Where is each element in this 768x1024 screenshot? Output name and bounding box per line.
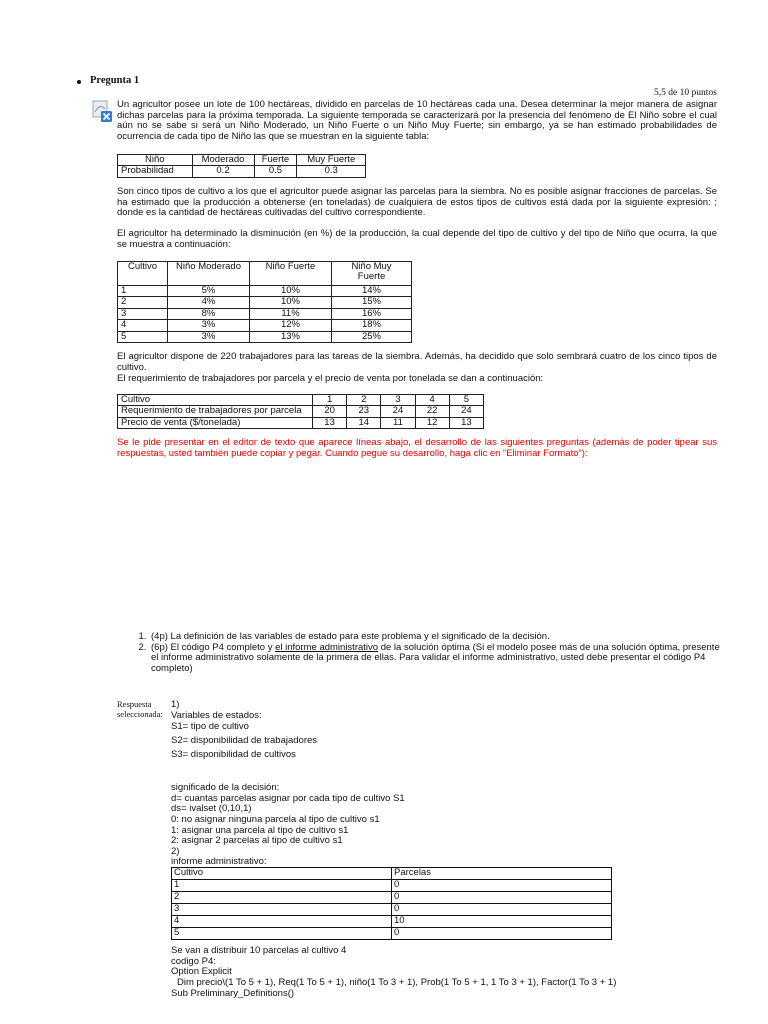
- answer-line: 1): [171, 699, 180, 710]
- state-s3: S3= disponibilidad de cultivos: [171, 749, 296, 760]
- table-row: [118, 297, 412, 308]
- dis-cell: 10%: [250, 286, 332, 297]
- probability-table: [117, 154, 366, 178]
- state-s1: S1= tipo de cultivo: [171, 721, 249, 732]
- answer-line: informe administrativo:: [171, 856, 267, 868]
- req-cell: 14: [347, 417, 381, 428]
- response-label-line: seleccionada:: [117, 708, 163, 719]
- dis-cell: 5%: [168, 286, 250, 297]
- admin-report-table: [171, 867, 612, 940]
- paragraph-cultivos: Son cinco tipos de cultivo a los que el agricultor puede asignar las parcelas para la siembra. No es posible asignar fracciones de parcelas. Se ha estimado que la producción a obtenerse (en toneladas) de cualquiera de estos tipos de cultivos está dada por la siguiente expresión: ; donde es la cantidad de hectáreas cultivadas del cultivo correspondiente.: [117, 186, 717, 219]
- disminucion-table: [117, 261, 412, 343]
- response-label: [117, 700, 163, 720]
- req-cell: 1: [313, 395, 347, 406]
- question-score: 5,5 de 10 puntos: [654, 88, 717, 98]
- incorrect-status-icon: [91, 100, 113, 122]
- dis-cell: 3%: [168, 320, 250, 331]
- answer-lines-a: [171, 700, 262, 721]
- req-cell: 22: [415, 406, 449, 417]
- req-cell: 4: [415, 395, 449, 406]
- instructions-text: Se le pide presentar en el editor de texto que aparece líneas abajo, el desarrollo de las siguientes preguntas (además de poder tipear sus respuestas, usted también puede copiar y pegar. Cuando pegue su desarrollo, haga clic en “Eliminar Formato”):: [117, 437, 717, 459]
- prob-header-cell: Fuerte: [254, 155, 297, 166]
- req-cell: Precio de venta ($/tonelada): [118, 417, 313, 428]
- table-row: [172, 868, 612, 880]
- table-row: [172, 928, 612, 940]
- table-row: [118, 286, 412, 297]
- answer-line: d= cuantas parcelas asignar por cada tipo de cultivo S1: [171, 792, 405, 804]
- dis-cell: 16%: [332, 308, 412, 319]
- dis-cell: 15%: [332, 297, 412, 308]
- table-row: [118, 406, 484, 417]
- table-row: [172, 904, 612, 916]
- code-line-dim: Dim precio\(1 To 5 + 1), Req(1 To 5 + 1), niño(1 To 3 + 1), Prob(1 To 5 + 1, 1 To 3 + 1), Factor(1 To 3 + 1): [177, 976, 617, 988]
- req-cell: 2: [347, 395, 381, 406]
- req-cell: 23: [347, 406, 381, 417]
- dis-header-cell: Niño Fuerte: [250, 262, 332, 286]
- prob-cell: Probabilidad: [118, 166, 193, 177]
- admin-cell: 2: [172, 892, 392, 904]
- admin-cell: 10: [392, 916, 612, 928]
- req-cell: 11: [381, 417, 415, 428]
- prob-cell: 0.3: [297, 166, 366, 177]
- req-cell: 20: [313, 406, 347, 417]
- dis-cell: 3: [118, 308, 168, 319]
- item-1-text: (4p) La definición de las variables de estado para este problema y el significado de la decisión.: [151, 631, 550, 642]
- admin-cell: 4: [172, 916, 392, 928]
- dis-cell: 25%: [332, 331, 412, 342]
- dis-cell: 8%: [168, 308, 250, 319]
- state-s2: S2= disponibilidad de trabajadores: [171, 735, 318, 746]
- answer-line: 0: no asignar ninguna parcela al tipo de cultivo s1: [171, 813, 380, 825]
- answer-line: 2): [171, 845, 180, 857]
- dis-header-cell: Cultivo: [118, 262, 168, 286]
- item-2-text-end: de la solución óptima (Si el modelo posee más de una solución óptima, presente el informe administrativo solamente de la primera de ellas. Para validar el informe administrativo, usted debe presentar el código P4 completo): [151, 641, 720, 674]
- dis-cell: 18%: [332, 320, 412, 331]
- dis-header-cell: Niño Muy Fuerte: [332, 262, 412, 286]
- table-row: [172, 880, 612, 892]
- dis-cell: 3%: [168, 331, 250, 342]
- dis-cell: 5: [118, 331, 168, 342]
- table-row: [172, 892, 612, 904]
- answer-line: Se van a distribuir 10 parcelas al cultivo 4: [171, 945, 347, 956]
- code-line-sub: Sub Preliminary_Definitions(): [171, 987, 295, 999]
- prob-header-cell: Muy Fuerte: [297, 155, 366, 166]
- table-row: [118, 417, 484, 428]
- req-cell: 13: [313, 417, 347, 428]
- answer-line: 2: asignar 2 parcelas al tipo de cultivo s1: [171, 835, 343, 847]
- req-cell: 13: [449, 417, 483, 428]
- table-row: [118, 395, 484, 406]
- question-intro: Un agricultor posee un lote de 100 hectáreas, dividido en parcelas de 10 hectáreas cada una. Desea determinar la mejor manera de asignar dichas parcelas para la próxima temporada. La siguiente temporada se caracterizará por la presencia del fenómeno de El Niño sobre el cual aún no se sabe si será un Niño Moderado, un Niño Fuerte o un Niño Muy Fuerte; sin embargo, ya se han estimado probabilidades de ocurrencia de cada tipo de Niño las que se muestran en la siguiente tabla:: [117, 99, 717, 142]
- table-row: [118, 308, 412, 319]
- admin-cell: 0: [392, 892, 612, 904]
- informe-link[interactable]: el informe administrativo: [275, 641, 379, 653]
- prob-header-cell: Moderado: [192, 155, 254, 166]
- req-cell: 3: [381, 395, 415, 406]
- admin-cell: 0: [392, 904, 612, 916]
- requerimiento-table: [117, 394, 484, 429]
- answer-line: significado de la decisión:: [171, 782, 280, 793]
- response-label-line: Respuesta: [117, 699, 152, 709]
- paragraph-requerimiento: El requerimiento de trabajadores por parcela y el precio de venta por tonelada se dan a continuación:: [117, 373, 544, 384]
- answer-lines-c: [171, 946, 616, 999]
- answer-line: codigo P4:: [171, 955, 216, 967]
- question-title: Pregunta 1: [90, 75, 140, 86]
- dis-header-cell: Niño Moderado: [168, 262, 250, 286]
- table-row: [172, 916, 612, 928]
- question-items: [131, 632, 721, 675]
- paragraph-disminucion: El agricultor ha determinado la disminución (en %) de la producción, la cual depende del tipo de cultivo y del tipo de Niño que ocurra, la que se muestra a continuación:: [117, 228, 717, 250]
- admin-cell: 1: [172, 880, 392, 892]
- dis-cell: 12%: [250, 320, 332, 331]
- dis-cell: 2: [118, 297, 168, 308]
- prob-header-cell: Niño: [118, 155, 193, 166]
- admin-cell: 3: [172, 904, 392, 916]
- admin-cell: 0: [392, 880, 612, 892]
- admin-cell: 5: [172, 928, 392, 940]
- item-2-text: (6p) El código P4 completo y: [151, 641, 276, 653]
- req-cell: Cultivo: [118, 395, 313, 406]
- admin-header-cell: Parcelas: [392, 868, 612, 880]
- req-cell: Requerimiento de trabajadores por parcela: [118, 406, 313, 417]
- question-bullet: [77, 80, 81, 84]
- answer-line: 1: asignar una parcela al tipo de cultivo s1: [171, 824, 349, 836]
- prob-cell: 0.2: [192, 166, 254, 177]
- req-cell: 5: [449, 395, 483, 406]
- question-item-2: [149, 643, 721, 675]
- admin-cell: 0: [392, 928, 612, 940]
- table-row: [118, 320, 412, 331]
- req-cell: 24: [449, 406, 483, 417]
- admin-header-cell: Cultivo: [172, 868, 392, 880]
- dis-cell: 1: [118, 286, 168, 297]
- answer-line: Variables de estados:: [171, 709, 262, 721]
- req-cell: 12: [415, 417, 449, 428]
- table-row: [118, 331, 412, 342]
- answer-line: ds= ivalset (0,10,1): [171, 803, 252, 815]
- prob-cell: 0.5: [254, 166, 297, 177]
- dis-cell: 10%: [250, 297, 332, 308]
- answer-line: Option Explicit: [171, 966, 232, 978]
- dis-cell: 4: [118, 320, 168, 331]
- paragraph-trabajadores: El agricultor dispone de 220 trabajadores para las tareas de la siembra. Además, ha decidido que solo sembrará cuatro de los cinco tipos de cultivo.: [117, 351, 717, 373]
- dis-cell: 11%: [250, 308, 332, 319]
- dis-cell: 13%: [250, 331, 332, 342]
- req-cell: 24: [381, 406, 415, 417]
- dis-cell: 14%: [332, 286, 412, 297]
- dis-cell: 4%: [168, 297, 250, 308]
- answer-lines-b: [171, 783, 405, 868]
